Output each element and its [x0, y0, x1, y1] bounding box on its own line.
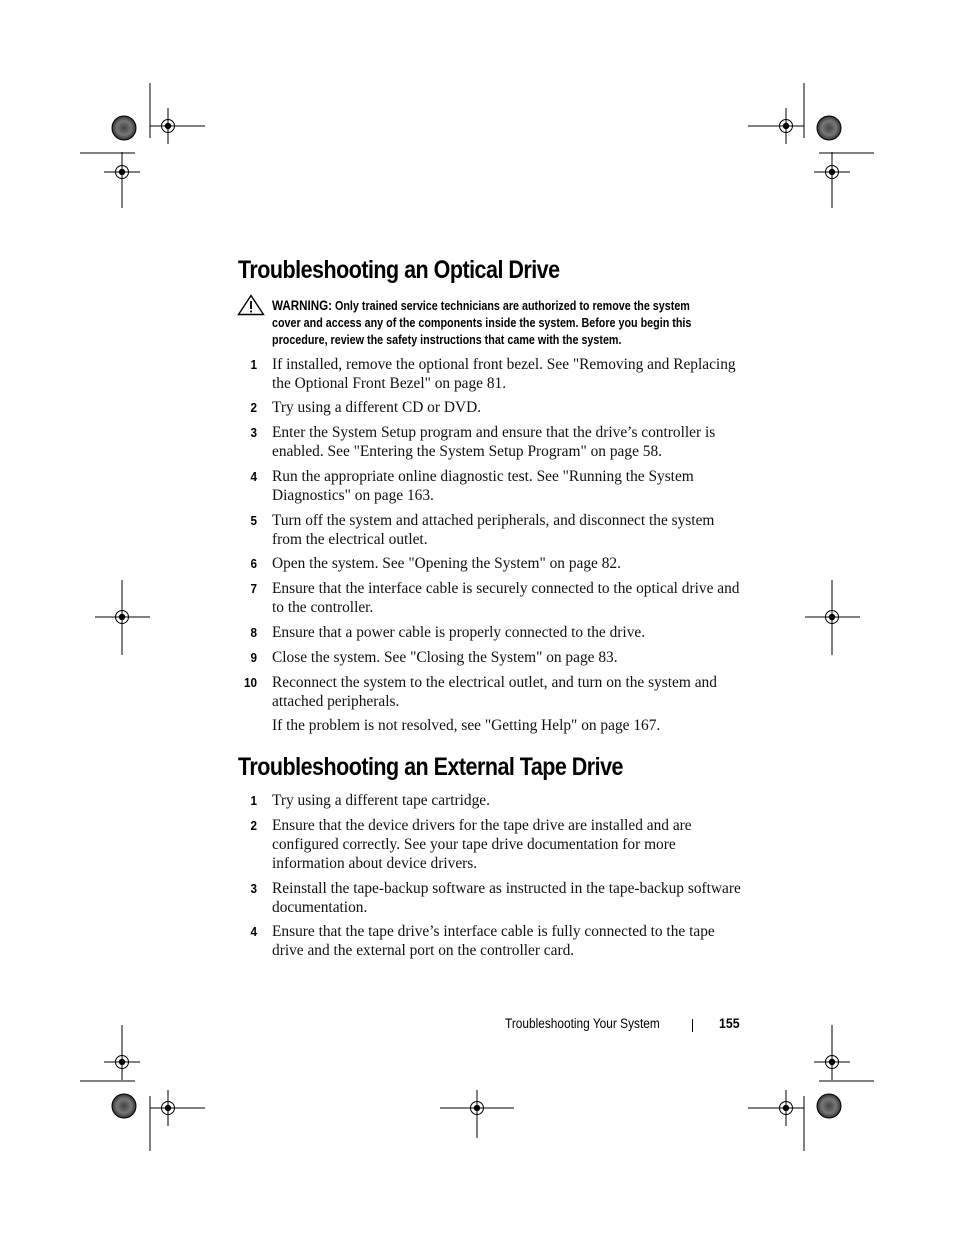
step-text: Open the system. See "Opening the System" on page 82. [272, 555, 621, 572]
step-text: Try using a different CD or DVD. [272, 399, 482, 416]
step-number: 1 [250, 357, 257, 372]
closing-note: If the problem is not resolved, see "Getting Help" on page 167. [272, 717, 661, 734]
step-text: Ensure that a power cable is properly connected to the drive. [272, 624, 646, 641]
step-text: Ensure that the device drivers for the tape drive are installed and are configured correctly. See your tape drive documentation for more information about device drivers. [272, 817, 692, 872]
color-swatch-icon [112, 116, 136, 140]
step-number: 7 [250, 581, 257, 596]
registration-mark-icon [104, 154, 140, 190]
step-number: 2 [250, 400, 257, 415]
registration-mark-icon [814, 1044, 850, 1080]
page-number: 155 [719, 1015, 740, 1031]
step-text: Reconnect the system to the electrical outlet, and turn on the system and attached peripherals. [272, 674, 717, 710]
registration-mark-icon [814, 154, 850, 190]
step-number: 3 [250, 881, 257, 896]
step-text: Ensure that the tape drive’s interface cable is fully connected to the tape drive and the external port on the controller card. [272, 923, 715, 959]
step-number: 3 [250, 425, 257, 440]
warning-triangle-icon [237, 294, 265, 316]
registration-mark-icon [814, 599, 850, 635]
color-swatch-icon [112, 1094, 136, 1118]
step-text: Run the appropriate online diagnostic test. See "Running the System Diagnostics" on page 163. [272, 468, 694, 504]
step-text: Try using a different tape cartridge. [272, 792, 490, 809]
step-number: 1 [250, 793, 257, 808]
step-number: 9 [250, 650, 257, 665]
step-number: 8 [250, 625, 257, 640]
step-text: Reinstall the tape-backup software as instructed in the tape-backup software documentation. [272, 880, 741, 916]
step-number: 10 [243, 675, 257, 690]
warning-label: WARNING: [272, 298, 332, 313]
footer-divider [692, 1019, 693, 1032]
step-number: 4 [250, 469, 257, 484]
warning-callout [272, 297, 719, 349]
color-swatch-icon [817, 1094, 841, 1118]
warning-text: Only trained service technicians are authorized to remove the system cover and access any of the components inside the system. Before you begin this procedure, review the safety instructions that came with the system. [272, 299, 692, 347]
registration-mark-icon [459, 1090, 495, 1126]
footer-chapter: Troubleshooting Your System [505, 1016, 660, 1031]
step-number: 5 [250, 513, 257, 528]
step-number: 2 [250, 818, 257, 833]
registration-mark-icon [104, 599, 140, 635]
step-text: Ensure that the interface cable is securely connected to the optical drive and to the controller. [272, 580, 740, 616]
color-swatch-icon [817, 116, 841, 140]
section-title-optical-drive: Troubleshooting an Optical Drive [238, 256, 560, 284]
step-text: If installed, remove the optional front bezel. See "Removing and Replacing the Optional Front Bezel" on page 81. [272, 356, 736, 392]
step-text: Turn off the system and attached peripherals, and disconnect the system from the electrical outlet. [272, 512, 715, 548]
step-number: 6 [250, 556, 257, 571]
step-number: 4 [250, 924, 257, 939]
step-text: Enter the System Setup program and ensure that the drive’s controller is enabled. See "Entering the System Setup Program" on page 58. [272, 424, 716, 460]
section-title-tape-drive: Troubleshooting an External Tape Drive [238, 753, 623, 781]
step-text: Close the system. See "Closing the System" on page 83. [272, 649, 618, 666]
registration-mark-icon [104, 1044, 140, 1080]
